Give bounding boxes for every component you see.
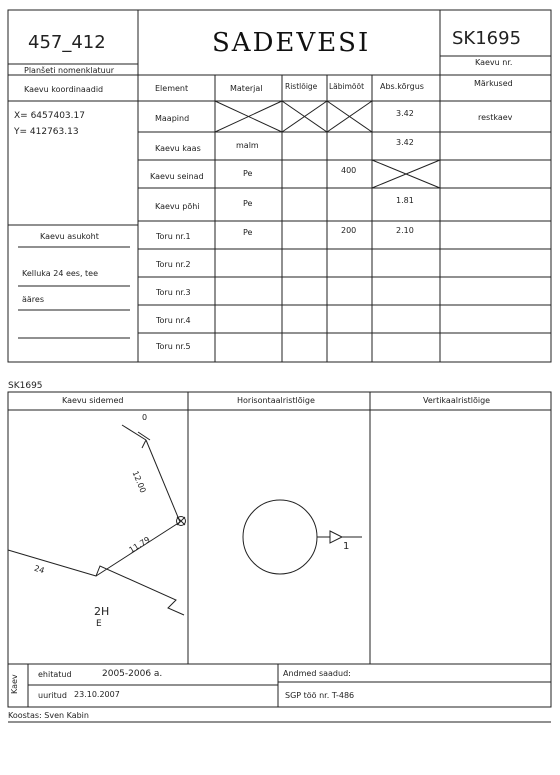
location-label: Kaevu asukoht [40,232,99,241]
well-id: SK1695 [452,28,522,49]
row-element: Kaevu kaas [155,144,201,153]
row-material: Pe [243,228,253,237]
pipe-number: 1 [343,541,350,552]
plan-number: 457_412 [28,32,106,53]
footer-side-label: Kaev [10,674,19,694]
col-header-notes: Märkused [474,79,513,88]
row-material: Pe [243,199,253,208]
compiled-by: Koostas: Sven Kabin [8,711,89,720]
row-element: Kaevu seinad [150,172,204,181]
building-label: 2H [94,605,110,618]
row-height: 1.81 [396,196,414,205]
col-header-cross: Ristlõige [285,82,318,91]
top-frame [8,10,551,362]
panel-ties-title: Kaevu sidemed [62,396,124,405]
built-value: 2005-2006 a. [102,669,163,679]
row-height: 2.10 [396,226,414,235]
built-label: ehitatud [38,670,72,679]
coordinates-label: Kaevu koordinaadid [24,85,104,94]
well-circle [243,500,317,574]
row-height: 3.42 [396,138,414,147]
page-title: SADEVESI [212,28,371,58]
col-header-height: Abs.kõrgus [380,82,424,91]
row-height: 3.42 [396,109,414,118]
dimension-label: 11.79 [127,535,152,555]
row-material: malm [236,141,259,150]
building-sub-label: E [96,619,102,629]
row-element: Toru nr.1 [156,232,191,241]
location-line-2: ääres [22,295,45,304]
dimension-label: 12.00 [130,469,148,495]
lower-frame [8,392,551,664]
row-element: Maapind [155,114,190,123]
inspected-value: 23.10.2007 [74,690,120,699]
well-label: SK1695 [8,381,43,391]
plan-caption: Planšeti nomenklatuur [24,66,115,75]
coordinate-x: X= 6457403.17 [14,111,85,121]
north-label: 0 [142,413,148,422]
source-value: SGP töö nr. T-486 [285,691,355,700]
row-element: Toru nr.5 [156,342,191,351]
location-line-1: Kelluka 24 ees, tee [22,269,99,278]
row-diameter: 200 [341,226,357,235]
coordinate-y: Y= 412763.13 [14,127,79,137]
row-notes: restkaev [478,113,513,122]
row-element: Toru nr.4 [156,316,191,325]
row-element: Kaevu põhi [155,202,200,211]
col-header-element: Element [155,84,189,93]
panel-horizontal-title: Horisontaalristlõige [237,396,315,405]
well-caption: Kaevu nr. [475,58,513,67]
row-material: Pe [243,169,253,178]
panel-vertical-title: Vertikaalristlõige [423,396,491,405]
tie-line-1 [146,440,180,522]
building-number: 24 [33,563,46,576]
source-label: Andmed saadud: [283,669,351,678]
row-element: Toru nr.3 [156,288,191,297]
inspected-label: uuritud [38,691,67,700]
col-header-material: Materjal [230,84,263,93]
row-diameter: 400 [341,166,357,175]
row-element: Toru nr.2 [156,260,191,269]
col-header-diameter: Läbimõõt [329,82,365,91]
